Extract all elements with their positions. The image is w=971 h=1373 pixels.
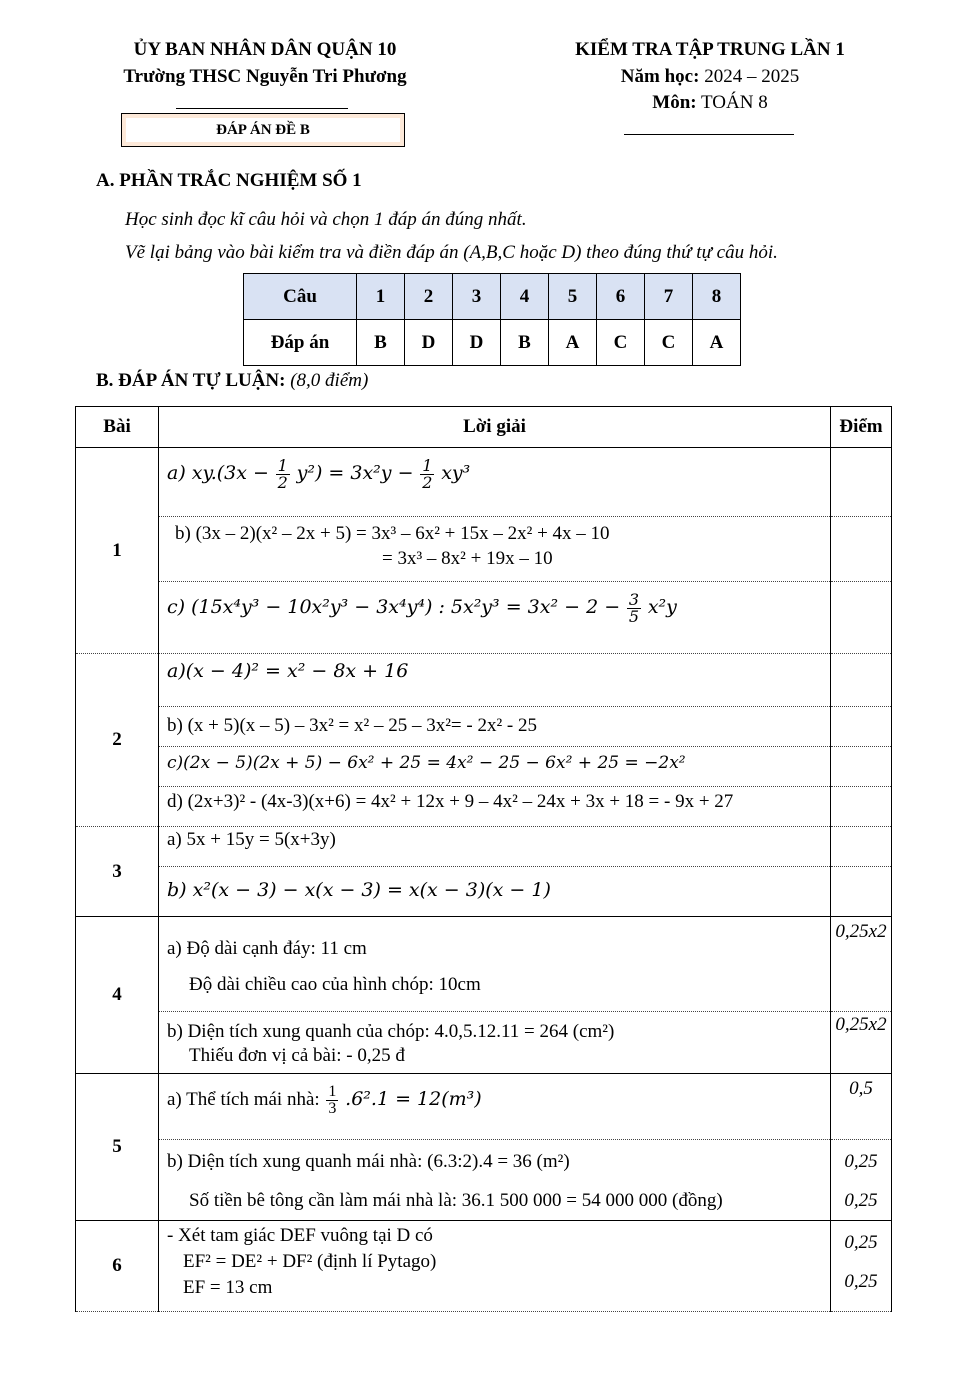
p4-b-points: 0,25x2 xyxy=(831,1012,892,1074)
p3-row-a xyxy=(76,827,892,867)
p3-row-b xyxy=(76,867,892,917)
answer-key-label: ĐÁP ÁN ĐỀ B xyxy=(121,113,405,147)
p6-solution xyxy=(159,1221,831,1312)
question-number: 1 xyxy=(357,274,405,320)
p1-b xyxy=(159,517,831,582)
fraction xyxy=(276,458,290,491)
answer-cell: A xyxy=(549,320,597,366)
p5-b-line1: b) Diện tích xung quanh mái nhà: (6.3:2).4 = 36 (m²) xyxy=(167,1151,570,1172)
left-divider xyxy=(176,108,348,109)
subject-label: Môn: xyxy=(652,92,697,113)
p3-b: b) x²(x − 3) − x(x − 3) = x(x − 3)(x − 1) xyxy=(159,867,831,917)
p2-b: b) (x + 5)(x – 5) – 3x² = x² – 25 – 3x²= - 2x² - 25 xyxy=(159,707,831,747)
answer-table-header-row xyxy=(244,274,741,320)
p4-a-points: 0,25x2 xyxy=(831,917,892,1012)
p5-a-prefix: a) Thể tích mái nhà: xyxy=(167,1088,320,1110)
fraction-denominator: 5 xyxy=(628,607,640,626)
p1-c-end: x²y xyxy=(647,595,677,618)
fraction-numerator: 1 xyxy=(277,456,288,475)
col-loigiai: Lời giải xyxy=(159,407,831,448)
p1-a-prefix: a) xy.(3x − xyxy=(167,461,269,484)
problem-number: 3 xyxy=(76,827,159,917)
school-year-value: 2024 – 2025 xyxy=(704,66,800,87)
answer-cell: C xyxy=(645,320,693,366)
answer-table-answer-row xyxy=(244,320,741,366)
instruction-2: Vẽ lại bảng vào bài kiểm tra và điền đáp án (A,B,C hoặc D) theo đúng thứ tự câu hỏi. xyxy=(125,242,778,263)
school-year-label: Năm học: xyxy=(620,66,700,87)
solutions-table xyxy=(75,406,892,1312)
answer-cell: D xyxy=(405,320,453,366)
p1-a-mid: y²) = 3x²y − xyxy=(296,461,414,484)
p5-b-points xyxy=(831,1140,892,1221)
p4-b-line2: Thiếu đơn vị cả bài: - 0,25 đ xyxy=(189,1045,405,1066)
p2-d-points xyxy=(831,787,892,827)
p6-points-1: 0,25 xyxy=(844,1232,878,1253)
instruction-1: Học sinh đọc kĩ câu hỏi và chọn 1 đáp án đúng nhất. xyxy=(125,209,527,230)
p5-a xyxy=(159,1074,831,1140)
subject xyxy=(530,89,890,116)
p2-d: d) (2x+3)² - (4x-3)(x+6) = 4x² + 12x + 9 – 4x² – 24x + 3x + 18 = - 9x + 27 xyxy=(159,787,831,827)
p2-c: c)(2x − 5)(2x + 5) − 6x² + 25 = 4x² − 25 − 6x² + 25 = −2x² xyxy=(159,747,831,787)
p2-a-points xyxy=(831,654,892,707)
p6-line3: EF = 13 cm xyxy=(183,1277,273,1298)
p2-c-points xyxy=(831,747,892,787)
p5-b-points-2: 0,25 xyxy=(844,1190,878,1211)
fraction xyxy=(420,458,434,491)
p6-line1: - Xét tam giác DEF vuông tại D có xyxy=(167,1225,433,1246)
p1-c xyxy=(159,582,831,654)
p6-points-2: 0,25 xyxy=(844,1271,878,1292)
problem-number: 1 xyxy=(76,448,159,654)
p3-a-points xyxy=(831,827,892,867)
p1-c-points xyxy=(831,582,892,654)
solutions-header-row xyxy=(76,407,892,448)
answer-table xyxy=(243,273,741,366)
p5-b xyxy=(159,1140,831,1221)
p4-row-a xyxy=(76,917,892,1012)
p5-a-points: 0,5 xyxy=(831,1074,892,1140)
p4-b-line1: b) Diện tích xung quanh của chóp: 4.0,5.12.11 = 264 (cm²) xyxy=(167,1021,615,1042)
school-name: Trường THSC Nguyễn Tri Phương xyxy=(123,66,407,87)
p3-b-points xyxy=(831,867,892,917)
p2-a: a)(x − 4)² = x² − 8x + 16 xyxy=(159,654,831,707)
answer-label: Đáp án xyxy=(244,320,357,366)
question-number: 5 xyxy=(549,274,597,320)
p3-a: a) 5x + 15y = 5(x+3y) xyxy=(159,827,831,867)
section-a-title: A. PHẦN TRẮC NGHIỆM SỐ 1 xyxy=(96,170,362,191)
p2-b-points xyxy=(831,707,892,747)
question-number: 7 xyxy=(645,274,693,320)
answer-cell: B xyxy=(357,320,405,366)
fraction xyxy=(627,592,641,625)
p1-a-points xyxy=(831,448,892,517)
problem-number: 5 xyxy=(76,1074,159,1221)
p5-row-a xyxy=(76,1074,892,1140)
problem-number: 2 xyxy=(76,654,159,827)
p4-a-line1: a) Độ dài cạnh đáy: 11 cm xyxy=(167,938,367,959)
fraction-numerator: 1 xyxy=(422,456,433,475)
question-number: 6 xyxy=(597,274,645,320)
problem-number: 4 xyxy=(76,917,159,1074)
question-number: 3 xyxy=(453,274,501,320)
answer-cell: D xyxy=(453,320,501,366)
section-b-points: (8,0 điểm) xyxy=(290,370,369,391)
p4-a xyxy=(159,917,831,1012)
p1-b-line1: b) (3x – 2)(x² – 2x + 5) = 3x³ – 6x² + 15x – 2x² + 4x – 10 xyxy=(175,523,610,544)
p1-row-c xyxy=(76,582,892,654)
p1-c-prefix: c) (15x⁴y³ − 10x²y³ − 3x⁴y⁴) : 5x²y³ = 3x² − 2 − xyxy=(167,595,621,618)
p5-b-points-1: 0,25 xyxy=(844,1151,878,1172)
p4-b xyxy=(159,1012,831,1074)
p6-row xyxy=(76,1221,892,1312)
question-number: 4 xyxy=(501,274,549,320)
problem-number: 6 xyxy=(76,1221,159,1312)
p6-points xyxy=(831,1221,892,1312)
school-year xyxy=(530,63,890,90)
p4-a-line2: Độ dài chiều cao của hình chóp: 10cm xyxy=(189,974,481,995)
fraction xyxy=(326,1084,338,1117)
p4-row-b xyxy=(76,1012,892,1074)
answer-cell: B xyxy=(501,320,549,366)
subject-value: TOÁN 8 xyxy=(701,92,768,113)
p5-row-b xyxy=(76,1140,892,1221)
p2-row-d xyxy=(76,787,892,827)
p2-row-c xyxy=(76,747,892,787)
p5-a-end: .6².1 = 12(m³) xyxy=(345,1087,482,1110)
question-number: 2 xyxy=(405,274,453,320)
answer-cell: A xyxy=(693,320,741,366)
p1-b-points xyxy=(831,517,892,582)
section-b-title xyxy=(96,370,368,392)
right-divider xyxy=(624,134,794,135)
question-label: Câu xyxy=(244,274,357,320)
p1-a-end: xy³ xyxy=(441,461,471,484)
fraction-numerator: 1 xyxy=(328,1083,337,1100)
question-number: 8 xyxy=(693,274,741,320)
fraction-denominator: 2 xyxy=(422,473,433,492)
fraction-denominator: 2 xyxy=(277,473,288,492)
col-bai: Bài xyxy=(76,407,159,448)
p1-row-b xyxy=(76,517,892,582)
col-diem: Điểm xyxy=(831,407,892,448)
p1-b-line2: = 3x³ – 8x² + 19x – 10 xyxy=(382,548,553,569)
district-committee: ỦY BAN NHÂN DÂN QUẬN 10 xyxy=(133,39,397,60)
fraction-numerator: 3 xyxy=(628,590,640,609)
p1-a xyxy=(159,448,831,517)
answer-cell: C xyxy=(597,320,645,366)
p6-line2: EF² = DE² + DF² (định lí Pytago) xyxy=(183,1251,437,1272)
p5-b-line2: Số tiền bê tông cần làm mái nhà là: 36.1 500 000 = 54 000 000 (đồng) xyxy=(189,1190,723,1211)
p2-row-a xyxy=(76,654,892,707)
fraction-denominator: 3 xyxy=(328,1100,337,1117)
p1-row-a xyxy=(76,448,892,517)
exam-title: KIỂM TRA TẬP TRUNG LẦN 1 xyxy=(575,39,845,60)
section-b-heading: B. ĐÁP ÁN TỰ LUẬN: xyxy=(96,370,286,391)
p2-row-b xyxy=(76,707,892,747)
